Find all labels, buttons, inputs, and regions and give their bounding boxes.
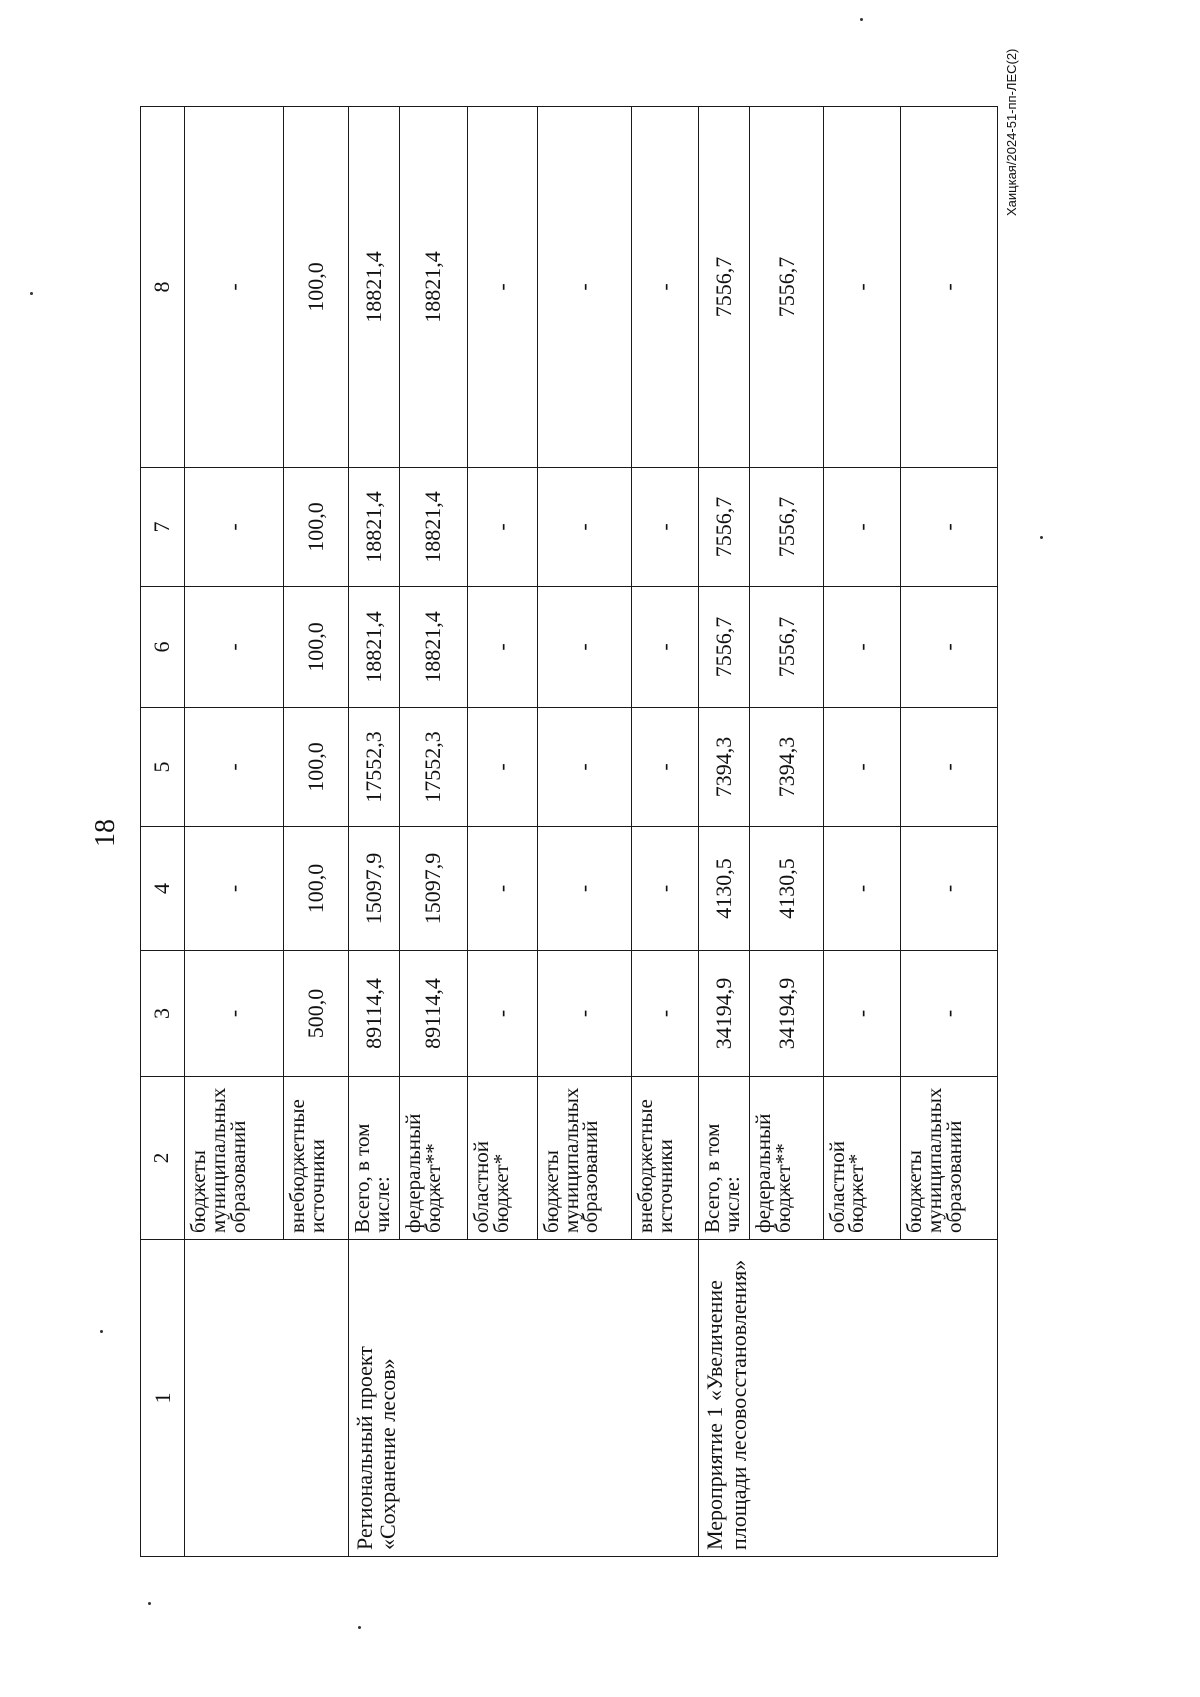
regional-project-cell: Региональный проект «Сохранение лесов» (348, 1240, 699, 1557)
source-cell: внебюджетные источники (284, 1077, 349, 1240)
column-header-7: 7 (141, 468, 185, 587)
value-cell: - (631, 468, 699, 587)
column-header-8: 8 (141, 107, 185, 468)
value-cell: - (823, 468, 900, 587)
value-cell: - (537, 708, 631, 827)
source-cell: бюджеты муниципальных образований (900, 1077, 997, 1240)
budget-table (140, 106, 998, 1557)
value-cell: - (184, 708, 283, 827)
value-cell: - (467, 827, 537, 951)
value-cell: 89114,4 (348, 951, 399, 1077)
value-cell: - (900, 951, 997, 1077)
activity-cell: Мероприятие 1 «Увеличение площади лесовосстановления» (699, 1240, 998, 1557)
value-cell: - (823, 708, 900, 827)
value-cell: - (900, 468, 997, 587)
source-cell: областной бюджет* (467, 1077, 537, 1240)
column-header-3: 3 (141, 951, 185, 1077)
value-cell: 7556,7 (699, 107, 750, 468)
value-cell: - (184, 827, 283, 951)
value-cell: 100,0 (284, 468, 349, 587)
value-cell: - (900, 587, 997, 708)
value-cell: - (184, 587, 283, 708)
value-cell: 7394,3 (699, 708, 750, 827)
value-cell: 7556,7 (750, 468, 823, 587)
value-cell: 7556,7 (699, 587, 750, 708)
budget-table-rotated (140, 127, 998, 1557)
value-cell: - (631, 827, 699, 951)
value-cell: 18821,4 (348, 107, 399, 468)
value-cell: 17552,3 (348, 708, 399, 827)
scan-speck (1040, 536, 1043, 539)
value-cell: 4130,5 (750, 827, 823, 951)
value-cell: - (184, 468, 283, 587)
scan-speck (148, 1602, 151, 1605)
value-cell: - (823, 827, 900, 951)
value-cell: - (900, 107, 997, 468)
table-row (184, 107, 283, 1557)
value-cell: - (184, 107, 283, 468)
value-cell: 17552,3 (399, 708, 467, 827)
value-cell: 7556,7 (750, 587, 823, 708)
row-label-cell (184, 1240, 348, 1557)
header-row (141, 107, 185, 1557)
source-cell: Всего, в том числе: (348, 1077, 399, 1240)
column-header-2: 2 (141, 1077, 185, 1240)
scan-speck (358, 1626, 361, 1629)
value-cell: 100,0 (284, 587, 349, 708)
value-cell: 4130,5 (699, 827, 750, 951)
document-code: Хаицкая/2024-51-пп-ЛЕС(2) (1004, 48, 1019, 216)
value-cell: 18821,4 (399, 587, 467, 708)
value-cell: - (467, 951, 537, 1077)
value-cell: 18821,4 (399, 468, 467, 587)
value-cell: - (900, 708, 997, 827)
value-cell: - (537, 951, 631, 1077)
value-cell: - (823, 587, 900, 708)
value-cell: - (537, 468, 631, 587)
value-cell: 34194,9 (699, 951, 750, 1077)
value-cell: 15097,9 (399, 827, 467, 951)
value-cell: 100,0 (284, 827, 349, 951)
value-cell: 100,0 (284, 708, 349, 827)
value-cell: 500,0 (284, 951, 349, 1077)
scan-speck (860, 18, 863, 21)
source-cell: федеральный бюджет** (750, 1077, 823, 1240)
table-row (699, 107, 750, 1557)
value-cell: 100,0 (284, 107, 349, 468)
value-cell: - (823, 107, 900, 468)
source-cell: бюджеты муниципальных образований (184, 1077, 283, 1240)
value-cell: - (467, 587, 537, 708)
value-cell: 7556,7 (750, 107, 823, 468)
value-cell: - (467, 107, 537, 468)
value-cell: - (631, 107, 699, 468)
value-cell: 7556,7 (699, 468, 750, 587)
scan-speck (100, 1330, 103, 1333)
source-cell: Всего, в том числе: (699, 1077, 750, 1240)
page-number: 18 (90, 819, 121, 847)
value-cell: - (537, 587, 631, 708)
value-cell: - (467, 468, 537, 587)
scan-speck (30, 292, 33, 295)
value-cell: 7394,3 (750, 708, 823, 827)
source-cell: федеральный бюджет** (399, 1077, 467, 1240)
source-cell: областной бюджет* (823, 1077, 900, 1240)
value-cell: - (184, 951, 283, 1077)
table-row (348, 107, 399, 1557)
value-cell: - (631, 587, 699, 708)
column-header-4: 4 (141, 827, 185, 951)
value-cell: - (631, 951, 699, 1077)
value-cell: 18821,4 (399, 107, 467, 468)
value-cell: 18821,4 (348, 468, 399, 587)
value-cell: - (467, 708, 537, 827)
value-cell: - (900, 827, 997, 951)
value-cell: - (823, 951, 900, 1077)
value-cell: 89114,4 (399, 951, 467, 1077)
value-cell: 18821,4 (348, 587, 399, 708)
value-cell: 15097,9 (348, 827, 399, 951)
column-header-6: 6 (141, 587, 185, 708)
value-cell: - (631, 708, 699, 827)
column-header-5: 5 (141, 708, 185, 827)
value-cell: - (537, 827, 631, 951)
column-header-1: 1 (141, 1240, 185, 1557)
value-cell: 34194,9 (750, 951, 823, 1077)
source-cell: внебюджетные источники (631, 1077, 699, 1240)
value-cell: - (537, 107, 631, 468)
source-cell: бюджеты муниципальных образований (537, 1077, 631, 1240)
